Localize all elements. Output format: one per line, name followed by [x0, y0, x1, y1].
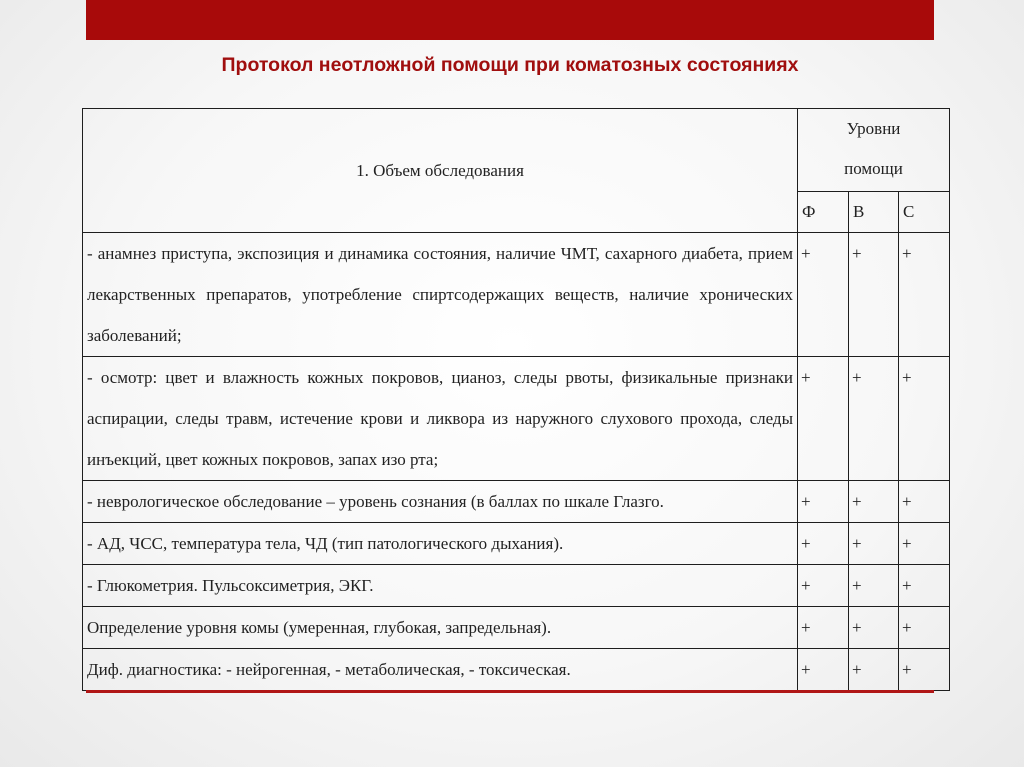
header-col-v: В	[849, 192, 899, 233]
row-text: - неврологическое обследование – уровень сознания (в баллах по шкале Глазго.	[83, 481, 798, 523]
row-mark-f: +	[798, 523, 849, 565]
top-accent-bar	[86, 0, 934, 40]
table-row	[83, 565, 950, 607]
table-row	[83, 233, 950, 357]
row-text: Диф. диагностика: - нейрогенная, - метаболическая, - токсическая.	[83, 649, 798, 691]
row-mark-s: +	[899, 233, 950, 357]
header-levels-cell	[798, 109, 950, 192]
table-header-row	[83, 109, 950, 192]
row-mark-f: +	[798, 565, 849, 607]
row-text: - Глюкометрия. Пульсоксиметрия, ЭКГ.	[83, 565, 798, 607]
header-col-s: С	[899, 192, 950, 233]
row-text: - анамнез приступа, экспозиция и динамика состояния, наличие ЧМТ, сахарного диабета, прием лекарственных препаратов, употребление спиртсодержащих веществ, наличие хронических заболеваний;	[83, 233, 798, 357]
row-mark-f: +	[798, 233, 849, 357]
row-mark-v: +	[849, 481, 899, 523]
row-mark-s: +	[899, 523, 950, 565]
header-col-f: Ф	[798, 192, 849, 233]
table-row	[83, 649, 950, 691]
table-row	[83, 607, 950, 649]
row-text: Определение уровня комы (умеренная, глубокая, запредельная).	[83, 607, 798, 649]
row-mark-v: +	[849, 233, 899, 357]
row-mark-f: +	[798, 649, 849, 691]
header-levels-line1: Уровни	[846, 119, 901, 138]
red-divider-line	[86, 690, 934, 693]
row-text: - осмотр: цвет и влажность кожных покровов, цианоз, следы рвоты, физикальные признаки аспирации, следы травм, истечение крови и ликвора из наружного слухового прохода, следы инъекций, цвет кожных покровов, запах изо рта;	[83, 357, 798, 481]
header-section-cell: 1. Объем обследования	[83, 109, 798, 233]
row-mark-s: +	[899, 607, 950, 649]
row-mark-s: +	[899, 481, 950, 523]
table-row	[83, 523, 950, 565]
row-mark-v: +	[849, 357, 899, 481]
row-mark-s: +	[899, 565, 950, 607]
table-row	[83, 357, 950, 481]
row-mark-v: +	[849, 607, 899, 649]
row-mark-s: +	[899, 649, 950, 691]
header-levels-line2: помощи	[844, 159, 903, 178]
row-mark-v: +	[849, 523, 899, 565]
row-mark-s: +	[899, 357, 950, 481]
row-mark-f: +	[798, 481, 849, 523]
slide-title: Протокол неотложной помощи при коматозных состояниях	[221, 54, 799, 76]
table-row	[83, 481, 950, 523]
row-mark-f: +	[798, 607, 849, 649]
protocol-table	[82, 108, 950, 691]
row-mark-v: +	[849, 649, 899, 691]
row-mark-f: +	[798, 357, 849, 481]
row-text: - АД, ЧСС, температура тела, ЧД (тип патологического дыхания).	[83, 523, 798, 565]
row-mark-v: +	[849, 565, 899, 607]
